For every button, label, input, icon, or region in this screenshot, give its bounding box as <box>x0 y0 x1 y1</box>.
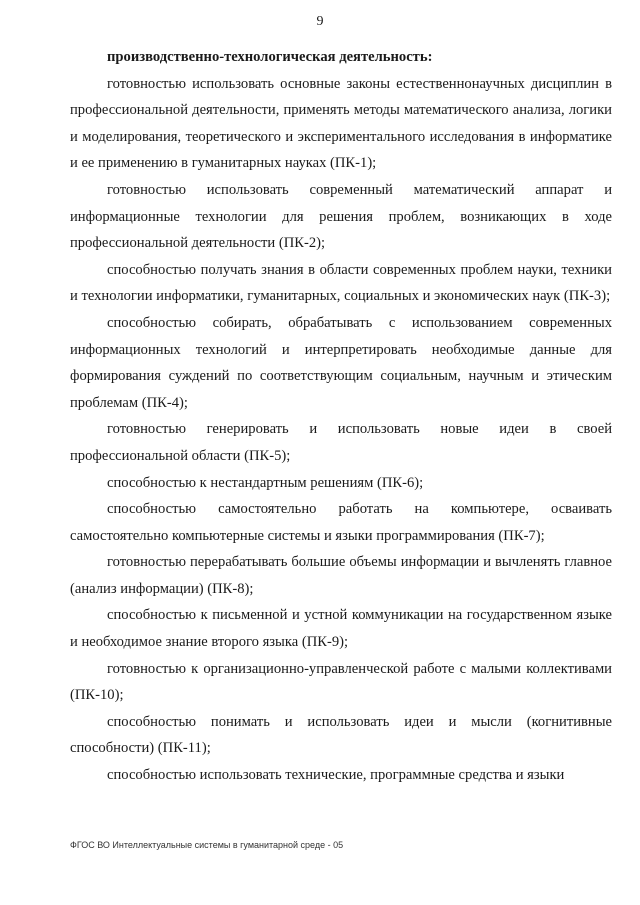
competency-pk-11: способностью понимать и использовать идеи и мысли (когнитивные способности) (ПК-11); <box>70 713 612 757</box>
competency-pk-10: готовностью к организационно-управленческой работе с малыми коллективами (ПК-10); <box>70 660 612 704</box>
competency-pk-2: готовностью использовать современный математический аппарат и информационные технологии для решения проблем, возникающих в ходе профессиональной деятельности (ПК-2); <box>70 181 612 252</box>
competency-pk-1: готовностью использовать основные законы естественнонаучных дисциплин в профессиональной деятельности, применять методы математического анализа, логики и моделирования, теоретического и экспериментального исследования в информатике и ее применению в гуманитарных науках (ПК-1); <box>70 75 612 172</box>
competency-pk-5: готовностью генерировать и использовать новые идеи в своей профессиональной области (ПК-5); <box>70 421 612 464</box>
section-heading: производственно-технологическая деятельность: <box>107 49 433 65</box>
page-number: 9 <box>316 14 324 29</box>
competency-pk-9: способностью к письменной и устной коммуникации на государственном языке и необходимое знание второго языка (ПК-9); <box>70 607 612 651</box>
competency-pk-3: способностью получать знания в области современных проблем науки, техники и технологии информатики, гуманитарных, социальных и экономических наук (ПК-3); <box>70 261 612 305</box>
competency-pk-8: готовностью перерабатывать большие объемы информации и вычленять главное (анализ информации) (ПК-8); <box>70 554 612 597</box>
competency-pk-7: способностью самостоятельно работать на компьютере, осваивать самостоятельно компьютерные системы и языки программирования (ПК-7); <box>70 501 612 544</box>
footer-caption: ФГОС ВО Интеллектуальные системы в гуманитарной среде - 05 <box>70 840 344 850</box>
competency-pk-6: способностью к нестандартным решениям (ПК-6); <box>107 474 424 491</box>
competency-pk-12-partial: способностью использовать технические, программные средства и языки <box>107 767 565 784</box>
document-body <box>70 44 612 789</box>
competency-pk-4: способностью собирать, обрабатывать с использованием современных информационных технологий и интерпретировать необходимые данные для формирования суждений по соответствующим социальным, научным и этическим проблемам (ПК-4); <box>70 314 612 411</box>
